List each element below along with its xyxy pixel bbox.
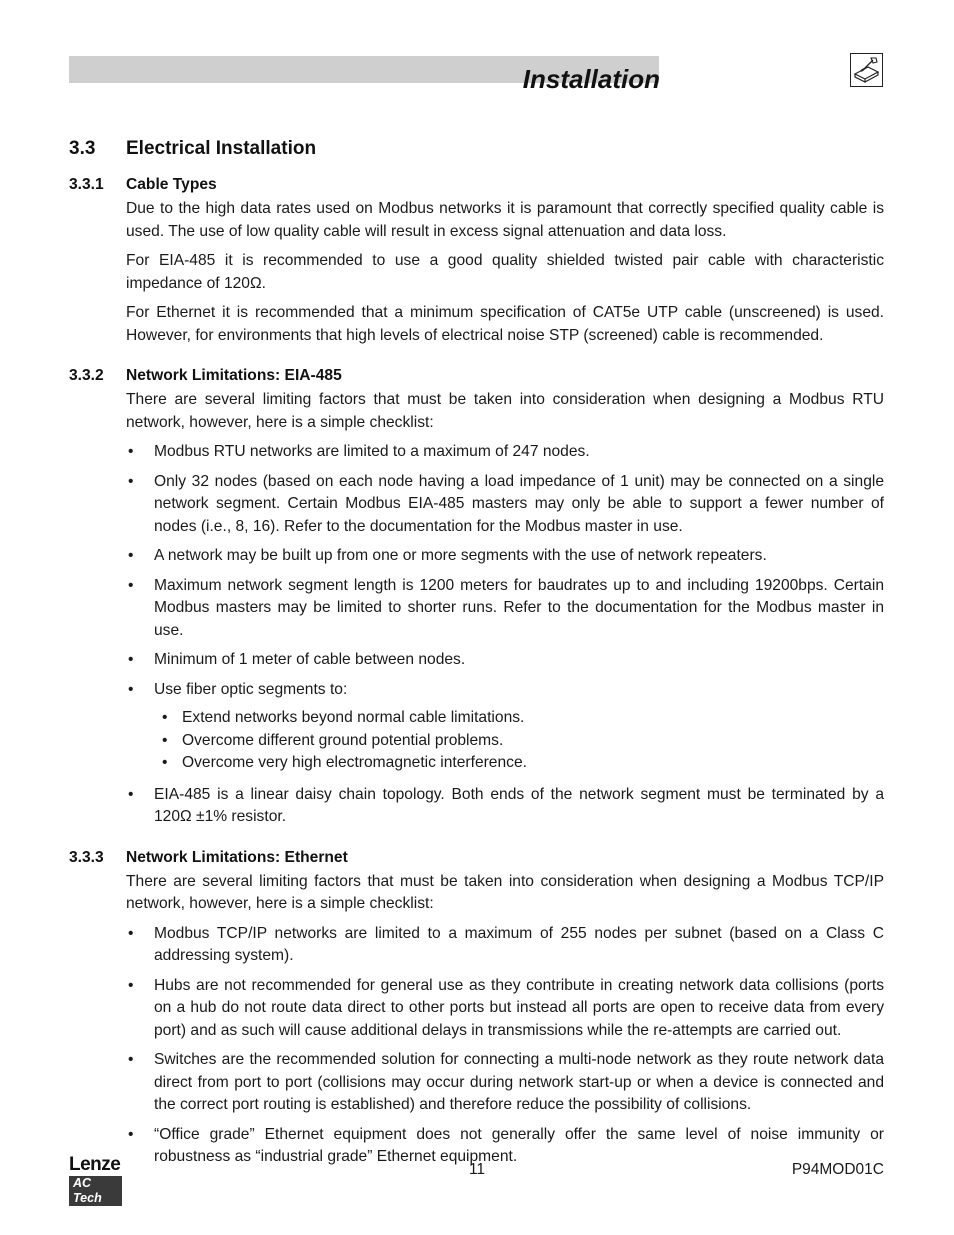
subsection-number: 3.3.1 xyxy=(69,176,104,193)
logo-actech-text: AC Tech xyxy=(69,1176,122,1206)
list-item: • A network may be built up from one or more segments with the use of network repeaters. xyxy=(126,545,884,568)
list-item: • Modbus TCP/IP networks are limited to a maximum of 255 nodes per subnet (based on a Class C addressing system). xyxy=(126,923,884,968)
subsection-number: 3.3.2 xyxy=(69,367,104,384)
logo-lenze-text: Lenze xyxy=(69,1154,121,1175)
subsection-number: 3.3.3 xyxy=(69,848,104,866)
installation-tool-icon xyxy=(850,53,883,87)
paragraph: Due to the high data rates used on Modbus networks it is paramount that correctly specified quality cable is used. The use of low quality cable will result in excess signal attenuation and data loss. xyxy=(126,200,884,240)
subsection-title: Cable Types xyxy=(126,176,217,193)
main-content xyxy=(69,136,884,1187)
subsection-heading xyxy=(69,847,884,869)
checklist xyxy=(126,441,884,829)
document-code: P94MOD01C xyxy=(791,1161,884,1178)
checklist xyxy=(126,923,884,1169)
subsection-ethernet-limitations xyxy=(69,847,884,1169)
list-item: • Hubs are not recommended for general use as they contribute in creating network data collisions (ports on a hub do not route data direct to other ports but instead all ports are open to receive data from every port) and as such will cause additional delays in transmissions while the re-attempts are carried out. xyxy=(126,975,884,1043)
list-item: • Only 32 nodes (based on each node having a load impedance of 1 unit) may be connected on a single network segment. Certain Modbus EIA-485 masters may only be able to support a fewer number of nodes (i.e., 8, 16). Refer to the documentation for the Modbus master in use. xyxy=(126,471,884,539)
list-item-fiber xyxy=(126,679,884,775)
subsection-title: Network Limitations: Ethernet xyxy=(126,848,348,866)
subsection-heading xyxy=(69,365,884,387)
subsection-heading xyxy=(69,174,884,196)
paragraph: For EIA-485 it is recommended to use a good quality shielded twisted pair cable with characteristic impedance of 120Ω. xyxy=(126,252,884,292)
section-title: Electrical Installation xyxy=(126,138,317,159)
paragraph: For Ethernet it is recommended that a minimum specification of CAT5e UTP cable (unscreened) is used. However, for environments that high levels of electrical noise STP (screened) cable is recommended. xyxy=(126,304,884,344)
list-item: • Switches are the recommended solution for connecting a multi-node network as they route network data direct from port to port (collisions may occur during network start-up or when a device is connected and the correct port routing is established) and therefore reduce the possibility of collisions. xyxy=(126,1049,884,1117)
subsection-eia485-limitations xyxy=(69,365,884,829)
list-item-text: Use fiber optic segments to: xyxy=(154,680,348,698)
list-item: • Maximum network segment length is 1200 meters for baudrates up to and including 19200bps. Certain Modbus masters may be limited to shorter runs. Refer to the documentation for the Modbus master in use. xyxy=(126,575,884,643)
list-item: • “Office grade” Ethernet equipment does not generally offer the same level of noise immunity or robustness as “industrial grade” Ethernet equipment. xyxy=(126,1124,884,1169)
subsection-title: Network Limitations: EIA-485 xyxy=(126,367,342,384)
page-title: Installation xyxy=(522,64,660,94)
paragraph: There are several limiting factors that must be taken into consideration when designing a Modbus RTU network, however, here is a simple checklist: xyxy=(126,391,884,431)
company-logo xyxy=(69,1155,131,1207)
paragraph: There are several limiting factors that must be taken into consideration when designing a Modbus TCP/IP network, however, here is a simple checklist: xyxy=(126,872,884,912)
subsection-cable-types xyxy=(69,174,884,347)
list-item: • EIA-485 is a linear daisy chain topology. Both ends of the network segment must be terminated by a 120Ω ±1% resistor. xyxy=(126,784,884,829)
sub-list-item: • Overcome very high electromagnetic interference. xyxy=(154,752,884,775)
page-number: 11 xyxy=(468,1161,486,1178)
sub-checklist xyxy=(154,707,884,775)
section-heading xyxy=(69,136,884,162)
sub-list-item: • Extend networks beyond normal cable limitations. xyxy=(154,707,884,730)
section-number: 3.3 xyxy=(69,138,96,159)
list-item: • Modbus RTU networks are limited to a maximum of 247 nodes. xyxy=(126,441,884,464)
list-item: • Minimum of 1 meter of cable between nodes. xyxy=(126,649,884,672)
sub-list-item: • Overcome different ground potential problems. xyxy=(154,730,884,753)
